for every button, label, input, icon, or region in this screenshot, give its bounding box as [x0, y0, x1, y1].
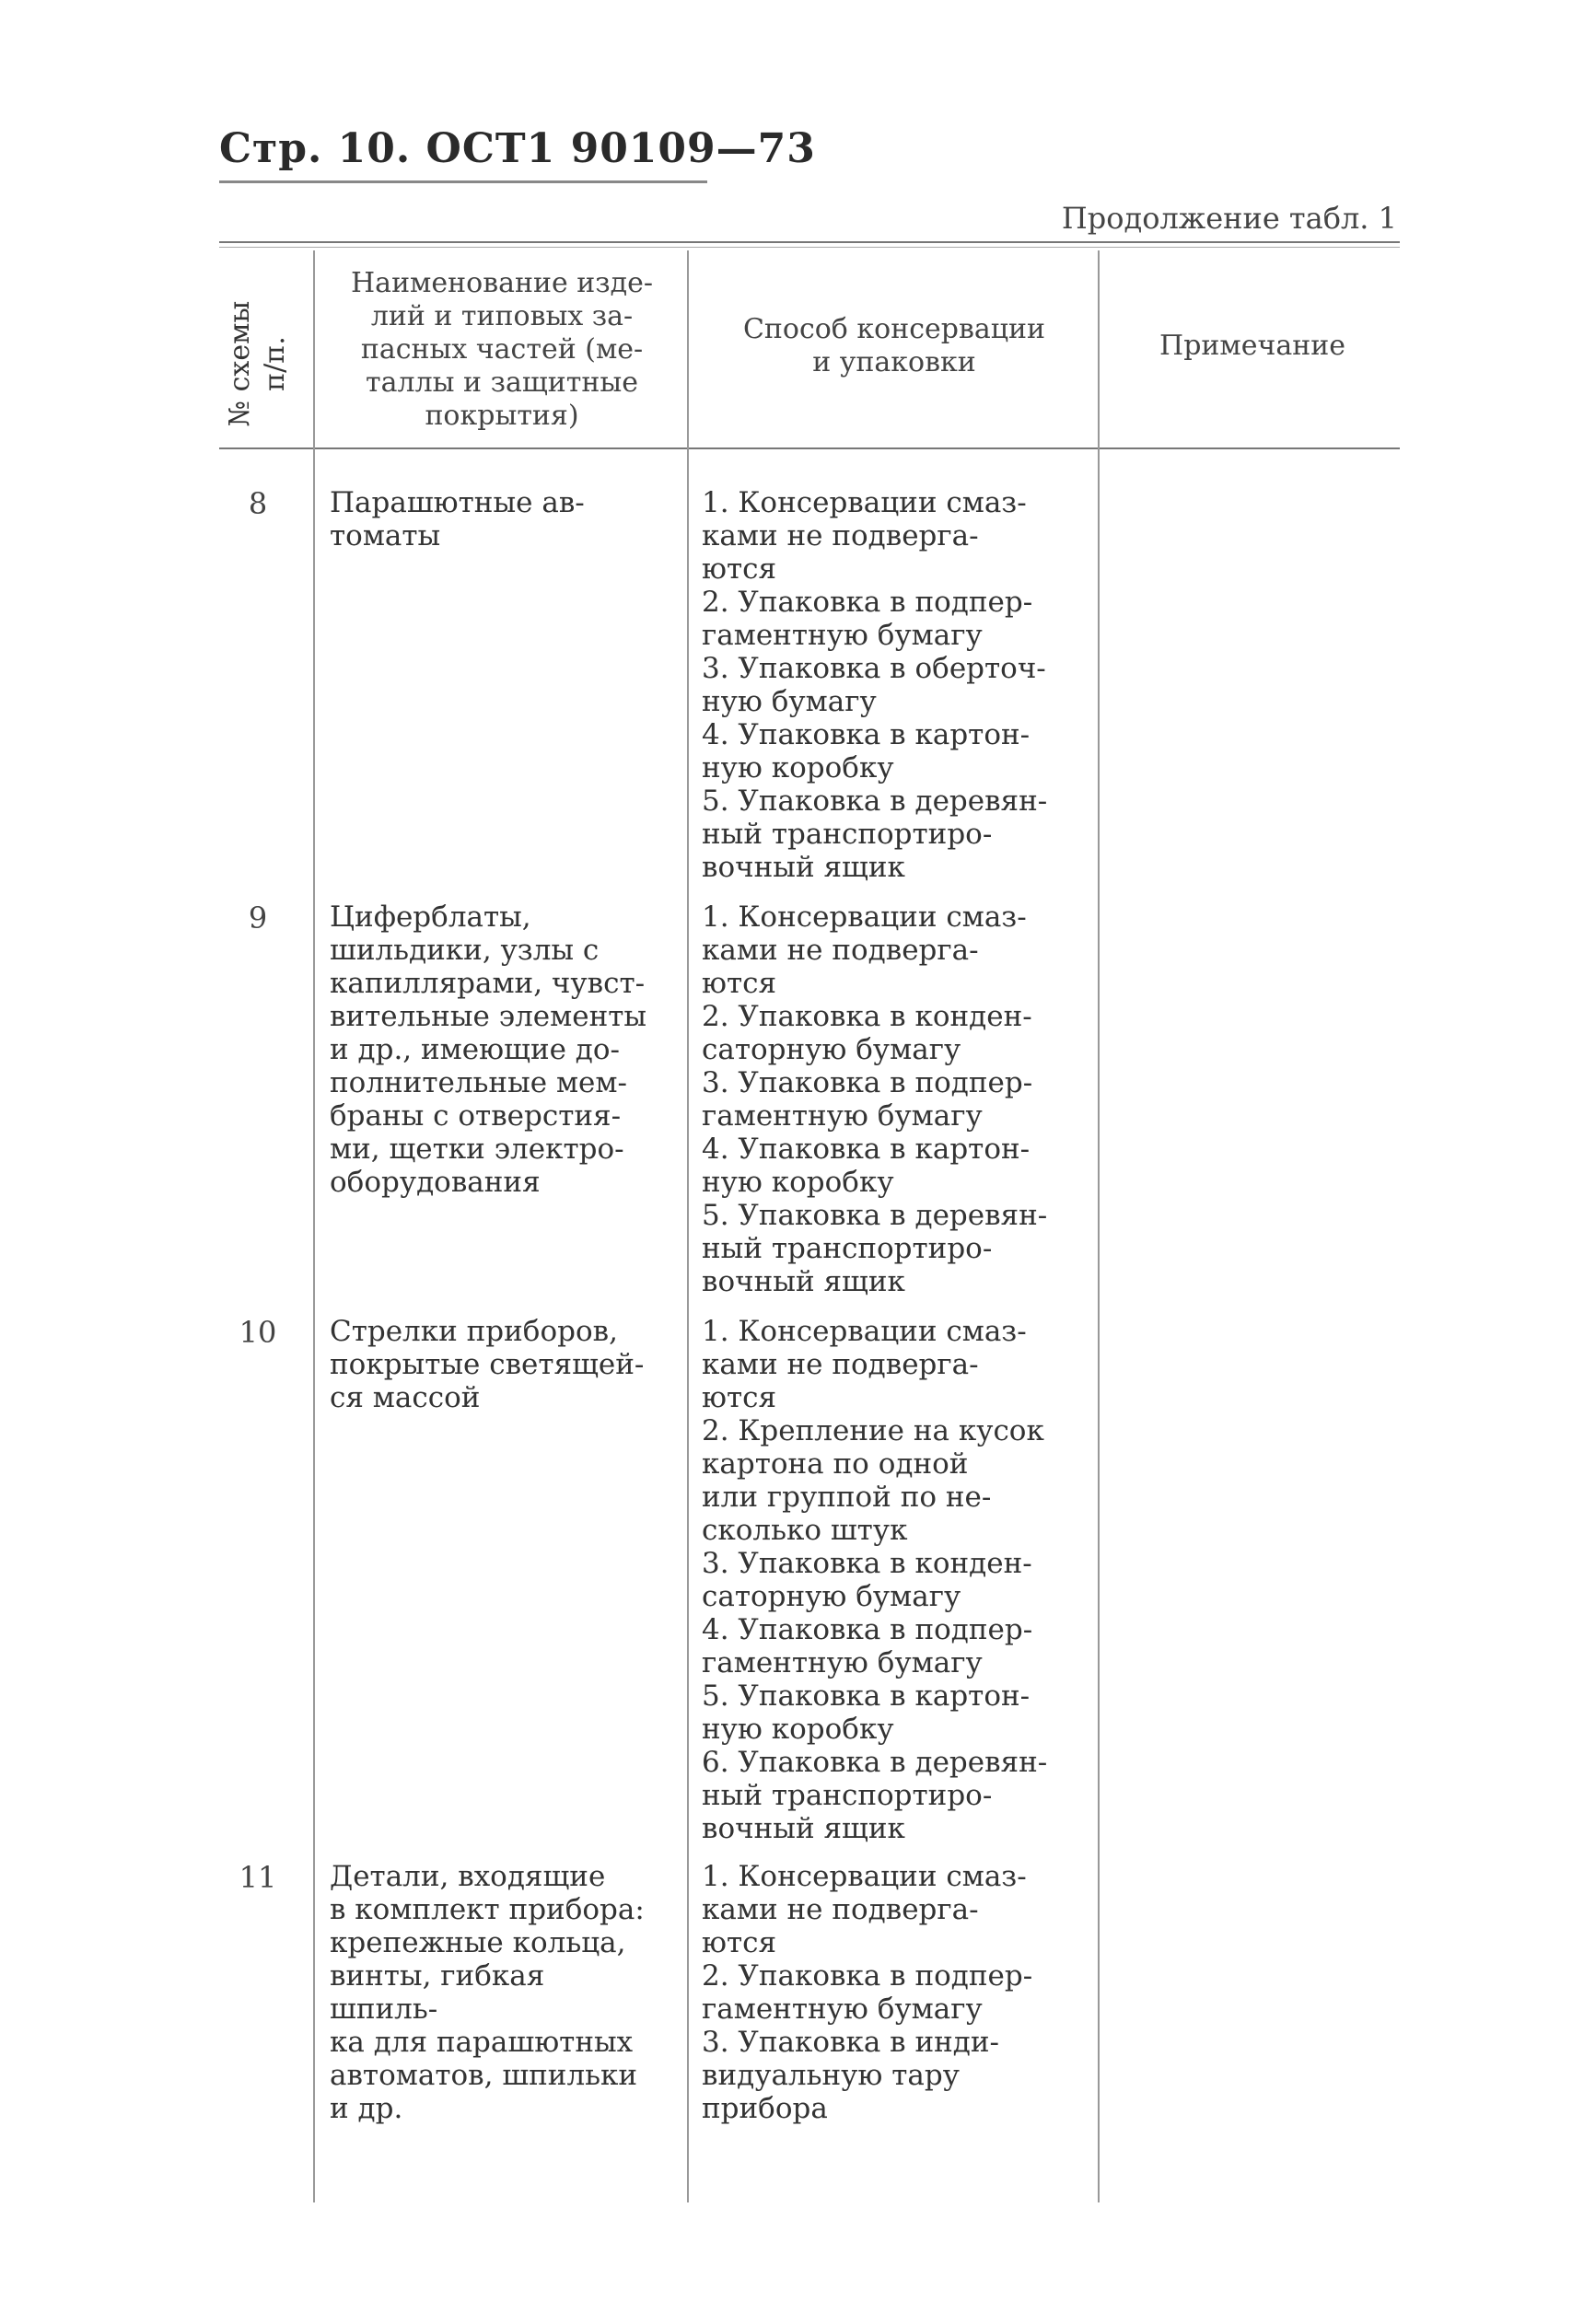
- header-rule: [219, 180, 707, 183]
- continuation-label: Продолжение табл. 1: [1061, 201, 1397, 236]
- table-top-rule-secondary: [219, 247, 1400, 248]
- header-note: Примечание: [1159, 330, 1345, 362]
- row-methods: 1. Консервации смаз- ками не подверга- ются 2. Крепление на кусок картона по одной или группой по не- сколько штук 3. Упаковка в конден- саторную бумагу 4. Упаковка в подпер- гаментную бумагу 5. Упаковка в картон- ную коробку 6. Упаковка в деревян- ный транспортиро- вочный ящик: [702, 1315, 1048, 1845]
- column-divider-1: [313, 250, 315, 2202]
- row-item-name: Циферблаты, шильдики, узлы с капиллярами, чувст- вительные элементы и др., имеющие до- полнительные мем- браны с отверстия- ми, щетки электро- оборудования: [330, 901, 647, 1199]
- row-methods: 1. Консервации смаз- ками не подверга- ются 2. Упаковка в подпер- гаментную бумагу 3. Упаковка в оберточ- ную бумагу 4. Упаковка в картон- ную коробку 5. Упаковка в деревян- ный транспортиро- вочный ящик: [702, 486, 1048, 884]
- row-number: 10: [239, 1315, 277, 1350]
- column-divider-2: [687, 250, 689, 2202]
- row-methods: 1. Консервации смаз- ками не подверга- ются 2. Упаковка в подпер- гаментную бумагу 3. Упаковка в инди- видуальную тару прибора: [702, 1860, 1033, 2125]
- row-item-name: Стрелки приборов, покрытые светящей- ся массой: [330, 1315, 645, 1414]
- row-methods: 1. Консервации смаз- ками не подверга- ются 2. Упаковка в конден- саторную бумагу 3. Упаковка в подпер- гаментную бумагу 4. Упаковка в картон- ную коробку 5. Упаковка в деревян- ный транспортиро- вочный ящик: [702, 901, 1048, 1298]
- column-divider-3: [1098, 250, 1100, 2202]
- row-number: 8: [248, 486, 268, 521]
- row-number: 11: [239, 1860, 277, 1895]
- row-number: 9: [248, 901, 268, 935]
- header-name: Наименование изде- лий и типовых за- пасных частей (ме- таллы и защитные покрытия): [351, 267, 653, 432]
- header-bottom-rule: [219, 447, 1400, 449]
- row-item-name: Парашютные ав- томаты: [330, 486, 585, 552]
- header-method: Способ консервации и упаковки: [742, 313, 1046, 378]
- row-item-name: Детали, входящие в комплект прибора: крепежные кольца, винты, гибкая шпиль- ка для парашютных автоматов, шпильки и др.: [330, 1860, 645, 2125]
- page-header: Стр. 10. ОСТ1 90109—73: [219, 125, 816, 172]
- header-number: [221, 276, 295, 451]
- header-number-label: № схемы п/п.: [224, 300, 291, 427]
- table-top-rule: [219, 241, 1400, 243]
